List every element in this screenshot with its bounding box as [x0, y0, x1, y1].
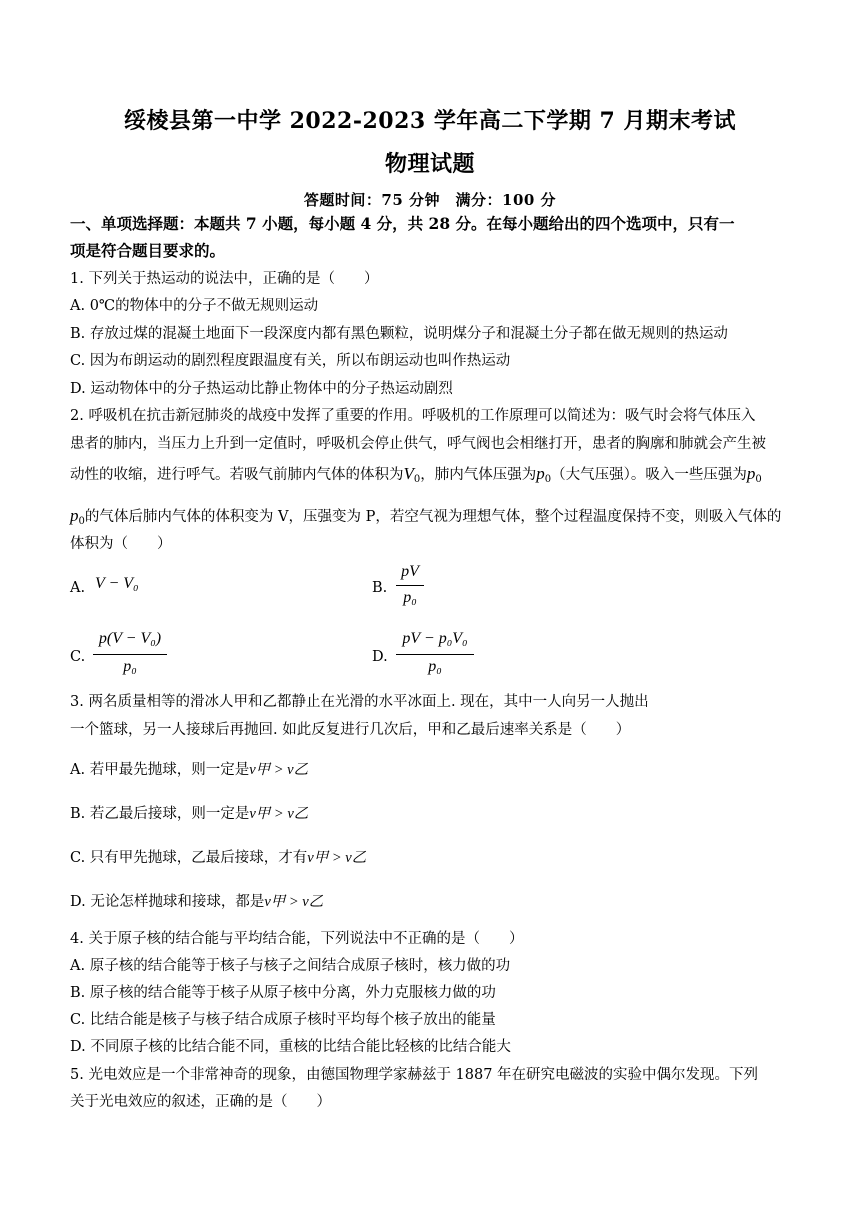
q3-option-a: A. 若甲最先抛球，则一定是v甲 > v乙 — [70, 762, 309, 778]
q5-line2: 关于光电效应的叙述，正确的是（ ） — [70, 1094, 331, 1110]
q5-line1: 5. 光电效应是一个非常神奇的现象，由德国物理学家赫兹于 1887 年在研究电磁波的实验中偶尔发现。下列 — [70, 1067, 759, 1083]
q2-line5: 体积为（ ） — [70, 536, 172, 552]
q4-option-a: A. 原子核的结合能等于核子与核子之间结合成原子核时，核力做的功 — [70, 958, 511, 974]
q2-option-a-label: A. — [70, 580, 86, 596]
q2-option-d-label: D. — [372, 649, 388, 665]
q1-option-b: B. 存放过煤的混凝土地面下一段深度内都有黑色颗粒，说明煤分子和混凝土分子都在做无规则的热运动 — [70, 326, 728, 342]
q2-line2: 患者的肺内，当压力上升到一定值时，呼吸机会停止供气，呼气阀也会相继打开，患者的胸廓和肺就会产生被 — [70, 436, 766, 452]
q2-line4: $p_0$的气体后肺内气体的体积变为 V，压强变为 P，若空气视为理想气体，整个过程温度保持不变，则吸入气体的 — [70, 506, 782, 527]
q1-option-c: C. 因为布朗运动的剧烈程度跟温度有关，所以布朗运动也叫作热运动 — [70, 353, 511, 369]
q2-line3-part2: ，肺内气体压强为 — [420, 467, 537, 483]
q2-option-b-denominator: p₀ — [403, 589, 417, 606]
q3-line1: 3. 两名质量相等的滑冰人甲和乙都静止在光滑的水平冰面上. 现在，其中一人向另一人抛出 — [70, 694, 649, 710]
q3-line2: 一个篮球，另一人接球后再抛回. 如此反复进行几次后，甲和乙最后速率关系是（ ） — [70, 722, 631, 738]
exam-meta: 答题时间：75 分钟 满分：100 分 — [303, 191, 557, 209]
q2-line3-part3: （大气压强）。吸入一些压强为 — [551, 467, 747, 483]
q1-option-d: D. 运动物体中的分子热运动比静止物体中的分子热运动剧烈 — [70, 381, 453, 397]
q3-option-b: B. 若乙最后接球，则一定是v甲 > v乙 — [70, 806, 309, 822]
exam-subtitle: 物理试题 — [384, 151, 475, 177]
q4-option-b: B. 原子核的结合能等于核子从原子核中分离，外力克服核力做的功 — [70, 985, 496, 1001]
q2-option-b-numerator: pV — [401, 563, 419, 580]
q2-option-b-bar — [396, 585, 424, 586]
q2-option-c-fraction — [93, 630, 167, 680]
q2-option-b-label: B. — [372, 580, 388, 596]
q3-option-c: C. 只有甲先抛球，乙最后接球，才有v甲 > v乙 — [70, 850, 367, 866]
exam-title: 绥棱县第一中学 2022-2023 学年高二下学期 7 月期末考试 — [123, 108, 737, 134]
q4-option-d: D. 不同原子核的比结合能不同，重核的比结合能比轻核的比结合能大 — [70, 1039, 511, 1055]
q2-line3: 动性的收缩，进行呼气。若吸气前肺内气体的体积为$V_0$，肺内气体压强为$p_0$（大气压强）。吸入一些压强为$p_0$ — [70, 464, 762, 485]
q2-option-d-denominator: p₀ — [428, 658, 442, 675]
q3-option-d: D. 无论怎样抛球和接球，都是v甲 > v乙 — [70, 894, 324, 910]
q2-option-c-label: C. — [70, 649, 86, 665]
q2-option-b-fraction — [396, 563, 424, 611]
q2-option-d-fraction — [396, 630, 474, 680]
q2-option-c-denominator: p₀ — [123, 658, 137, 675]
q4-stem: 4. 关于原子核的结合能与平均结合能，下列说法中不正确的是（ ） — [70, 931, 524, 947]
q1-option-a: A. 0℃的物体中的分子不做无规则运动 — [70, 298, 319, 314]
q2-option-c-bar — [93, 654, 167, 655]
q4-option-c: C. 比结合能是核子与核子结合成原子核时平均每个核子放出的能量 — [70, 1012, 496, 1028]
q2-option-d-numerator: pV − p₀V₀ — [402, 630, 468, 647]
q2-line3-part1: 动性的收缩，进行呼气。若吸气前肺内气体的体积为 — [70, 467, 404, 483]
q2-line1: 2. 呼吸机在抗击新冠肺炎的战疫中发挥了重要的作用。呼吸机的工作原理可以简述为：吸气时会将气体压入 — [70, 408, 756, 424]
q2-option-c-numerator: p(V − V₀) — [98, 630, 162, 647]
section-heading-line2: 项是符合题目要求的。 — [70, 241, 226, 260]
q2-option-d-bar — [396, 654, 474, 655]
q2-option-a-expr: V − V₀ — [95, 575, 139, 592]
q1-stem: 1. 下列关于热运动的说法中，正确的是（ ） — [70, 271, 379, 287]
section-heading-line1: 一、单项选择题：本题共 7 小题，每小题 4 分，共 28 分。在每小题给出的四个选项中，只有一 — [70, 214, 735, 233]
